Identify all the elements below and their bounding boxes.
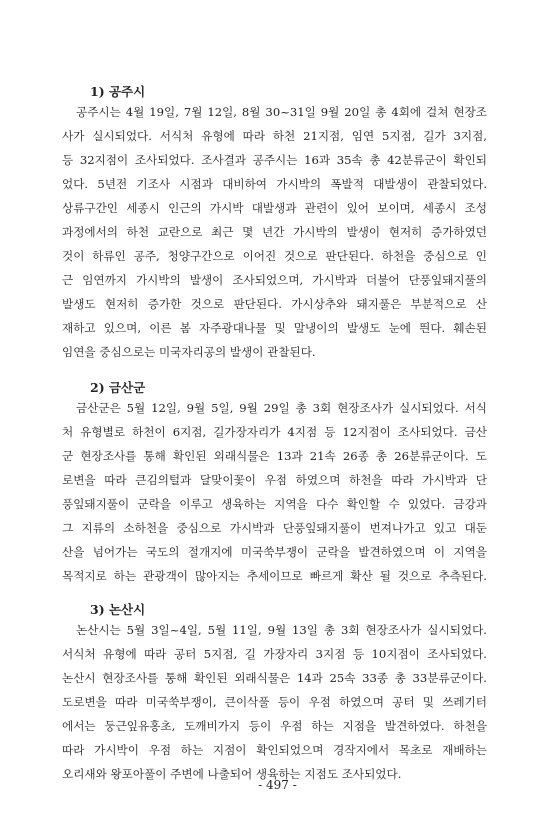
page-number: - 497 -	[258, 778, 297, 792]
section-heading: 2) 금산군	[90, 380, 146, 395]
paragraph-line: 군 현장조사를 통해 확인된 외래식물은 13과 21속 26종 총 26분류군이다. 도	[62, 449, 487, 463]
paragraph-line: 등 32지점이 조사되었다. 조사결과 공주시는 16과 35속 총 42분류군이 확인되	[62, 153, 487, 167]
paragraph-line: 따라 가시박이 우점 하는 지점이 확인되었으며 경작지에서 목초로 재배하는	[62, 743, 487, 757]
section-heading: 3) 논산시	[90, 602, 146, 617]
paragraph-line: 공주시는 4월 19일, 7월 12일, 8월 30~31일 9월 20일 총 4회에 걸쳐 현장조	[76, 105, 487, 119]
paragraph-line: 었다. 5년전 기조사 시점과 대비하여 가시박의 폭발적 대발생이 관찰되었다.	[62, 177, 487, 191]
paragraph-line: 풍잎돼지풀이 군락을 이루고 생육하는 지역을 다수 확인할 수 있었다. 금강과	[62, 497, 487, 511]
paragraph-line: 목적지로 하는 관광객이 많아지는 추세이므로 빠르게 확산 될 것으로 추측된다.	[62, 569, 487, 583]
paragraph-line: 논산시 현장조사를 통해 확인된 외래식물은 14과 25속 33종 총 33분류군이다.	[62, 671, 487, 685]
paragraph-line: 상류구간인 세종시 인근의 가시박 대발생과 관련이 있어 보이며, 세종시 조성	[62, 201, 487, 215]
paragraph-line: 오리새와 왕포아풀이 주변에 나출되어 생육하는 지점도 조사되었다.	[62, 767, 402, 781]
paragraph-line: 도로변을 따라 미국쑥부쟁이, 큰이삭풀 등이 우점 하였으며 공터 및 쓰레기터	[62, 695, 487, 709]
paragraph-line: 로변을 따라 큰김의털과 달맞이꽃이 우점 하였으며 하천을 따라 가시박과 단	[62, 473, 487, 487]
paragraph-line: 처 유형별로 하천이 6지점, 길가장자리가 4지점 등 12지점이 조사되었다. 금산	[62, 425, 487, 439]
paragraph-line: 금산군은 5월 12일, 9월 5일, 9월 29일 총 3회 현장조사가 실시되었다. 서식	[76, 401, 487, 415]
paragraph-line: 논산시는 5월 3일~4일, 5월 11일, 9월 13일 총 3회 현장조사가 실시되었다.	[76, 623, 487, 637]
paragraph-line: 그 지류의 소하천을 중심으로 가시박과 단풍잎돼지풀이 번져나가고 있고 대둔	[62, 521, 487, 535]
paragraph-line: 과정에서의 하천 교란으로 최근 몇 년간 가시박의 발생이 현저히 증가하였던	[62, 225, 487, 239]
paragraph-line: 산을 넘어가는 국도의 절개지에 미국쑥부쟁이 군락을 발견하였으며 이 지역을	[62, 545, 487, 559]
paragraph-line: 근 임연까지 가시박의 발생이 조사되었으며, 가시박과 더불어 단풍잎돼지풀의	[62, 273, 487, 287]
paragraph-line: 서식처 유형에 따라 공터 5지점, 길 가장자리 3지점 등 10지점이 조사되었다.	[62, 647, 487, 661]
paragraph-line: 사가 실시되었다. 서식처 유형에 따라 하천 21지점, 임연 5지점, 길가 3지점,	[62, 129, 487, 143]
section-heading: 1) 공주시	[90, 84, 146, 99]
paragraph-line: 에서는 둥근잎유홍초, 도깨비가지 등이 우점 하는 지점을 발견하였다. 하천을	[62, 719, 487, 733]
paragraph-line: 것이 하류인 공주, 청양구간으로 이어진 것으로 판단된다. 하천을 중심으로 인	[62, 249, 487, 263]
paragraph-line: 재하고 있으며, 이른 봄 자주광대나물 및 말냉이의 발생도 눈에 띈다. 훼손된	[62, 321, 487, 335]
paragraph-line: 임연을 중심으로는 미국자리공의 발생이 관찰된다.	[62, 345, 316, 359]
paragraph-line: 발생도 현저히 증가한 것으로 판단된다. 가시상추와 돼지풀은 부분적으로 산	[62, 297, 487, 311]
